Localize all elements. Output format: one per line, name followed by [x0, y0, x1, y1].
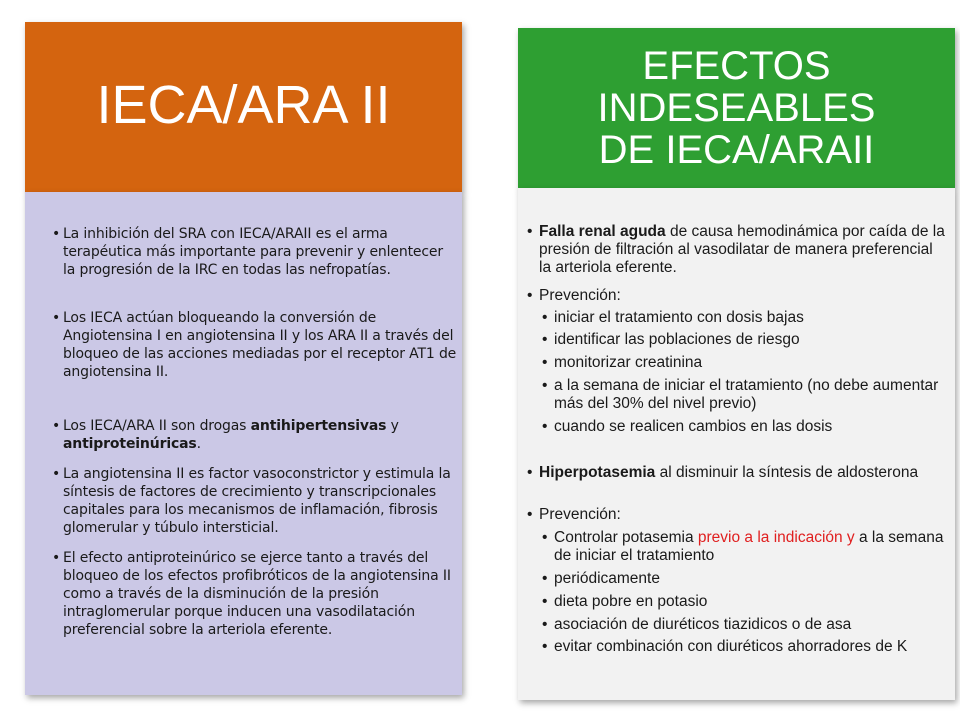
right-title: EFECTOS INDESEABLES DE IECA/ARAII — [597, 44, 876, 172]
list-item: • monitorizar creatinina — [554, 354, 949, 372]
list-item: • periódicamente — [554, 570, 949, 588]
list-item: • Los IECA/ARA II son drogas antihipertensivas y antiproteinúricas. — [63, 417, 457, 453]
right-header — [518, 28, 955, 188]
list-item: • Controlar potasemia previo a la indicación y a la semana de iniciar el tratamiento — [554, 529, 949, 565]
list-item: • a la semana de iniciar el tratamiento (no debe aumentar más del 30% del nivel previo) — [554, 377, 949, 413]
list-item: • Hiperpotasemia al disminuir la síntesis de aldosterona — [539, 464, 949, 482]
left-title: IECA/ARA II — [96, 75, 391, 135]
left-body — [25, 192, 462, 695]
list-item: • cuando se realicen cambios en las dosis — [554, 418, 949, 436]
right-body — [518, 188, 955, 700]
list-item: • evitar combinación con diuréticos ahorradores de K — [554, 638, 949, 656]
left-header — [25, 22, 462, 192]
list-item: • iniciar el tratamiento con dosis bajas — [554, 309, 949, 327]
list-item: • asociación de diuréticos tiazidicos o de asa — [554, 616, 949, 634]
list-item: • Prevención: — [539, 287, 949, 305]
list-item: • La angiotensina II es factor vasoconstrictor y estimula la síntesis de factores de crecimiento y transcripcionales capitales para los mecanismos de inflamación, fibrosis glomerular y túbulo intersticial. — [63, 465, 457, 537]
list-item: • Falla renal aguda de causa hemodinámica por caída de la presión de filtración al vasodilatar de manera preferencial la arteriola eferente. — [539, 223, 949, 277]
list-item: • Los IECA actúan bloqueando la conversión de Angiotensina I en angiotensina II y los ARA II a través del bloqueo de las acciones mediadas por el receptor AT1 de angiotensina II. — [63, 309, 457, 381]
list-item: • La inhibición del SRA con IECA/ARAII es el arma terapéutica más importante para prevenir y enlentecer la progresión de la IRC en todas las nefropatías. — [63, 225, 457, 279]
list-item: • El efecto antiproteinúrico se ejerce tanto a través del bloqueo de los efectos profibróticos de la angiotensina II como a través de la disminución de la presión intraglomerular porque inducen una vasodilatación preferencial sobre la arteriola eferente. — [63, 549, 457, 639]
list-item: • identificar las poblaciones de riesgo — [554, 331, 949, 349]
list-item: • Prevención: — [539, 506, 949, 524]
list-item: • dieta pobre en potasio — [554, 593, 949, 611]
